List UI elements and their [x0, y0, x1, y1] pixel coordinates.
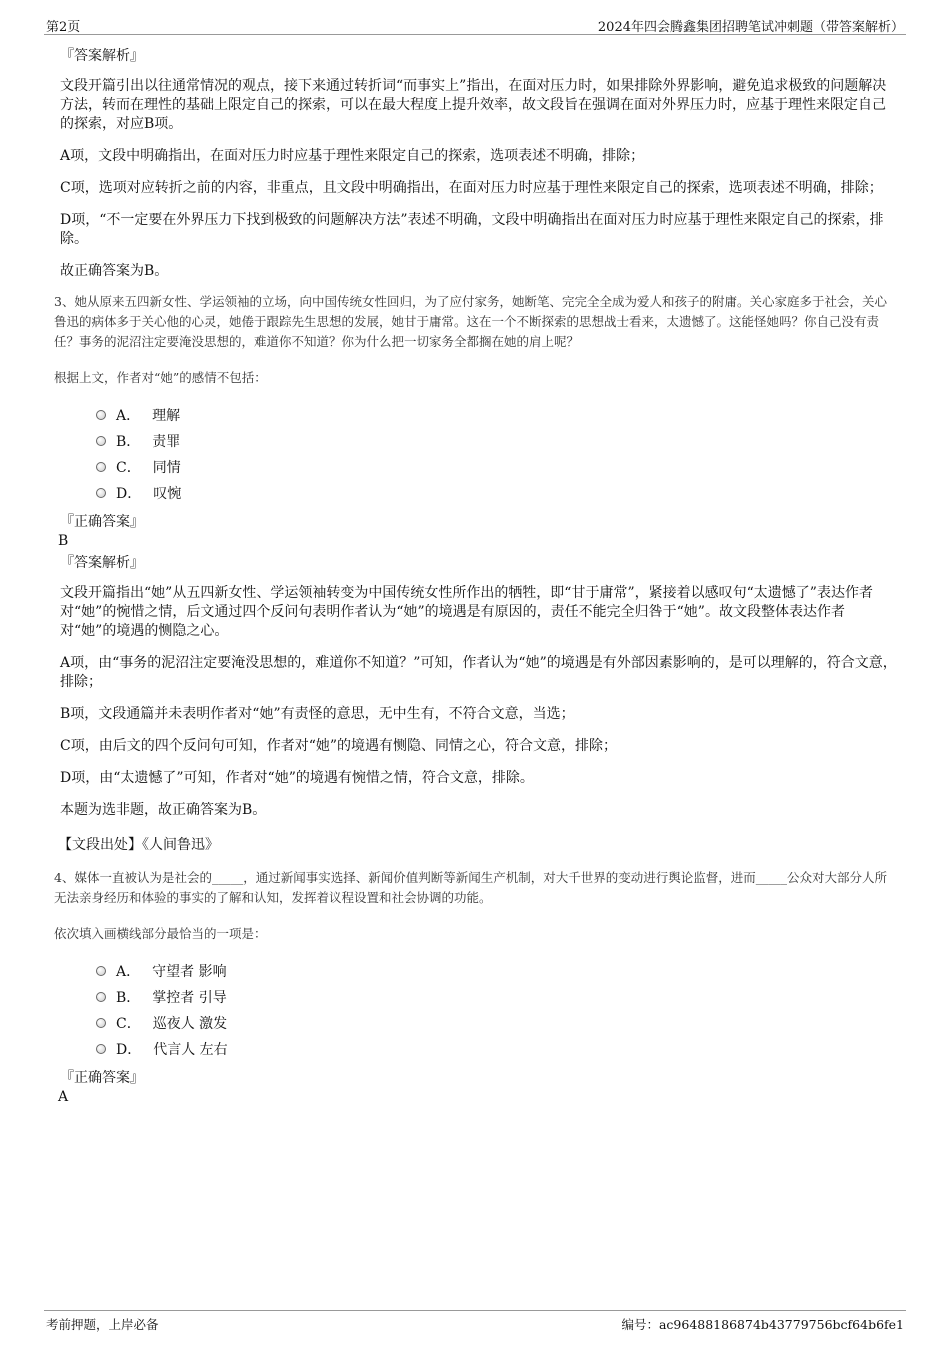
page-header	[44, 14, 906, 35]
radio-button-icon[interactable]	[96, 992, 106, 1002]
radio-button-icon[interactable]	[96, 410, 106, 420]
page-number: 第2页	[46, 20, 81, 35]
option-letter: D．	[116, 1042, 142, 1058]
document-title: 2024年四会腾鑫集团招聘笔试冲刺题（带答案解析）	[597, 20, 904, 35]
document-code: 编号：ac96488186874b43779756bcf64b6fe1	[621, 1317, 904, 1332]
main-content	[56, 46, 898, 1107]
option-b[interactable]	[96, 984, 898, 1010]
correct-answer: B	[58, 533, 69, 549]
question-4-options	[96, 958, 898, 1062]
question-3-prompt: 根据上文，作者对“她”的感情不包括：	[54, 370, 267, 385]
radio-button-icon[interactable]	[96, 488, 106, 498]
option-letter: B．	[116, 990, 141, 1006]
analysis-conclusion: 本题为选非题，故正确答案为B。	[60, 802, 267, 818]
analysis-paragraph: D项，由“太遗憾了”可知，作者对“她”的境遇有惋惜之情，符合文意，排除。	[60, 770, 534, 786]
question-4-prompt: 依次填入画横线部分最恰当的一项是：	[54, 926, 267, 941]
analysis-paragraph: C项，由后文的四个反问句可知，作者对“她”的境遇有恻隐、同情之心，符合文意，排除；	[60, 738, 618, 754]
correct-answer: A	[58, 1089, 69, 1105]
analysis-paragraph: 文段开篇指出“她”从五四新女性、学运领袖转变为中国传统女性所作出的牺牲，即“甘于庸常”，紧接着以感叹句“太遗憾了”表达作者对“她”的惋惜之情，后文通过四个反问句表明作者认为“她”的境遇是有原因的，责任不能完全归咎于“她”。故文段整体表达作者对“她”的境遇的恻隐之心。	[60, 585, 873, 639]
option-letter: A．	[116, 408, 141, 424]
radio-button-icon[interactable]	[96, 1044, 106, 1054]
option-text: 理解	[152, 408, 181, 424]
text-source: 【文段出处】《人间鲁迅》	[58, 837, 219, 853]
option-c[interactable]	[96, 1010, 898, 1036]
radio-button-icon[interactable]	[96, 462, 106, 472]
option-b[interactable]	[96, 428, 898, 454]
radio-button-icon[interactable]	[96, 436, 106, 446]
option-letter: B．	[116, 434, 141, 450]
analysis-paragraph: A项，由“事务的泥沼注定要淹没思想的，难道你不知道？”可知，作者认为“她”的境遇是有外部因素影响的，是可以理解的，符合文意，排除；	[60, 655, 897, 690]
option-text: 责罪	[152, 434, 181, 450]
option-c[interactable]	[96, 454, 898, 480]
question-3-text: 3、她从原来五四新女性、学运领袖的立场，向中国传统女性回归，为了应付家务，她断笔、完完全全成为爱人和孩子的附庸。关心家庭多于社会，关心鲁迅的病体多于关心他的心灵，她倦于跟踪先生思想的发展，她甘于庸常。这在一个不断探索的思想战士看来，太遗憾了。这能怪她吗？你自己没有责任？事务的泥沼注定要淹没思想的，难道你不知道？你为什么把一切家务全都搁在她的肩上呢？	[54, 294, 887, 349]
option-text: 掌控者 引导	[152, 990, 227, 1006]
analysis-paragraph: D项，“不一定要在外界压力下找到极致的问题解决方法”表述不明确，文段中明确指出在面对压力时应基于理性来限定自己的探索，排除。	[60, 212, 884, 247]
question-3-options	[96, 402, 898, 506]
option-a[interactable]	[96, 402, 898, 428]
option-text: 守望者 影响	[152, 964, 227, 980]
page-footer	[44, 1310, 906, 1333]
analysis-paragraph: 文段开篇引出以往通常情况的观点，接下来通过转折词“而事实上”指出，在面对压力时，如果排除外界影响，避免追求极致的问题解决方法，转而在理性的基础上限定自己的探索，可以在最大程度上提升效率，故文段旨在强调在面对外界压力时，应基于理性来限定自己的探索，对应B项。	[60, 78, 887, 132]
analysis-paragraph: A项，文段中明确指出，在面对压力时应基于理性来限定自己的探索，选项表述不明确，排除；	[60, 148, 645, 164]
analysis-paragraph: C项，选项对应转折之前的内容，非重点，且文段中明确指出，在面对压力时应基于理性来限定自己的探索，选项表述不明确，排除；	[60, 180, 883, 196]
footer-slogan: 考前押题，上岸必备	[46, 1317, 159, 1332]
option-a[interactable]	[96, 958, 898, 984]
radio-button-icon[interactable]	[96, 1018, 106, 1028]
option-letter: C．	[116, 460, 141, 476]
analysis-label: 『答案解析』	[60, 555, 144, 571]
analysis-paragraph: B项，文段通篇并未表明作者对“她”有责怪的意思，无中生有，不符合文意，当选；	[60, 706, 575, 722]
correct-answer-label: 『正确答案』	[60, 1070, 144, 1086]
option-text: 同情	[152, 460, 181, 476]
option-letter: D．	[116, 486, 142, 502]
option-d[interactable]	[96, 480, 898, 506]
question-4-text: 4、媒体一直被认为是社会的_____，通过新闻事实选择、新闻价值判断等新闻生产机制，对大千世界的变动进行舆论监督，进而_____公众对大部分人所无法亲身经历和体验的事实的了解和认知，发挥着议程设置和社会协调的功能。	[54, 870, 887, 905]
option-text: 巡夜人 激发	[152, 1016, 228, 1032]
correct-answer-label: 『正确答案』	[60, 514, 144, 530]
analysis-conclusion: 故正确答案为B。	[60, 263, 169, 279]
radio-button-icon[interactable]	[96, 966, 106, 976]
option-text: 叹惋	[153, 486, 182, 502]
option-letter: A．	[116, 964, 141, 980]
option-text: 代言人 左右	[153, 1042, 228, 1058]
option-letter: C．	[116, 1016, 141, 1032]
analysis-label: 『答案解析』	[60, 48, 144, 64]
option-d[interactable]	[96, 1036, 898, 1062]
